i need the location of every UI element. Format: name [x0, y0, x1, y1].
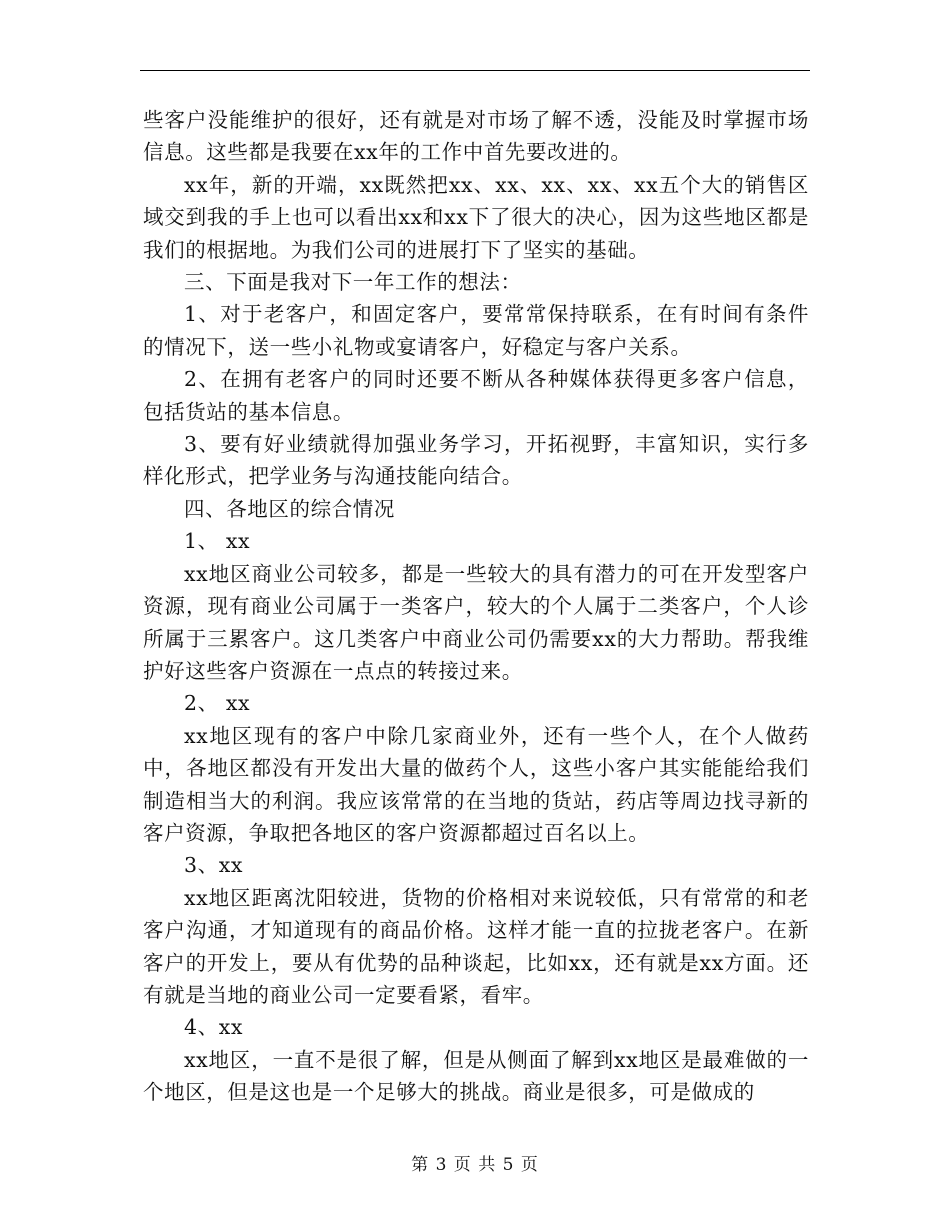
paragraph: xx地区，一直不是很了解，但是从侧面了解到xx地区是最难做的一个地区，但是这也是一个足够大的挑战。商业是很多，可是做成的: [143, 1047, 809, 1105]
page-number-footer: 第 3 页 共 5 页: [411, 1155, 539, 1175]
paragraph: xx地区商业公司较多，都是一些较大的具有潜力的可在开发型客户资源，现有商业公司属于一类客户，较大的个人属于二类客户，个人诊所属于三累客户。这几类客户中商业公司仍需要xx的大力帮助。帮我维护好这些客户资源在一点点的转接过来。: [143, 561, 809, 683]
list-item: 2、在拥有老客户的同时还要不断从各种媒体获得更多客户信息，包括货站的基本信息。: [143, 367, 809, 424]
header-rule: [140, 70, 810, 71]
paragraph: xx地区距离沈阳较进，货物的价格相对来说较低，只有常常的和老客户沟通，才知道现有的商品价格。这样才能一直的拉拢老客户。在新客户的开发上，要从有优势的品种谈起，比如xx，还有就是xx方面。还有就是当地的商业公司一定要看紧，看牢。: [143, 885, 809, 1007]
document-body: [143, 104, 809, 1109]
list-item: 1、对于老客户，和固定客户，要常常保持联系，在有时间有条件的情况下，送一些小礼物或宴请客户，好稳定与客户关系。: [143, 302, 809, 359]
paragraph: xx地区现有的客户中除几家商业外，还有一些个人，在个人做药中，各地区都没有开发出大量的做药个人，这些小客户其实能能给我们制造相当大的利润。我应该常常的在当地的货站，药店等周边找寻新的客户资源，争取把各地区的客户资源都超过百名以上。: [143, 723, 809, 845]
subheading: 4、xx: [184, 1015, 244, 1040]
subheading: 3、xx: [184, 853, 244, 878]
subheading: 1、 xx: [184, 529, 251, 554]
section-heading: 三、下面是我对下一年工作的想法：: [184, 270, 522, 295]
section-heading: 四、各地区的综合情况: [184, 496, 395, 521]
paragraph: 些客户没能维护的很好，还有就是对市场了解不透，没能及时掌握市场信息。这些都是我要在xx年的工作中首先要改进的。: [143, 108, 809, 165]
list-item: 3、要有好业绩就得加强业务学习，开拓视野，丰富知识，实行多样化形式，把学业务与沟通技能向结合。: [143, 432, 809, 489]
paragraph: xx年，新的开端，xx既然把xx、xx、xx、xx、xx五个大的销售区域交到我的手上也可以看出xx和xx下了很大的决心，因为这些地区都是我们的根据地。为我们公司的进展打下了坚实的基础。: [143, 172, 809, 262]
subheading: 2、 xx: [184, 691, 251, 716]
